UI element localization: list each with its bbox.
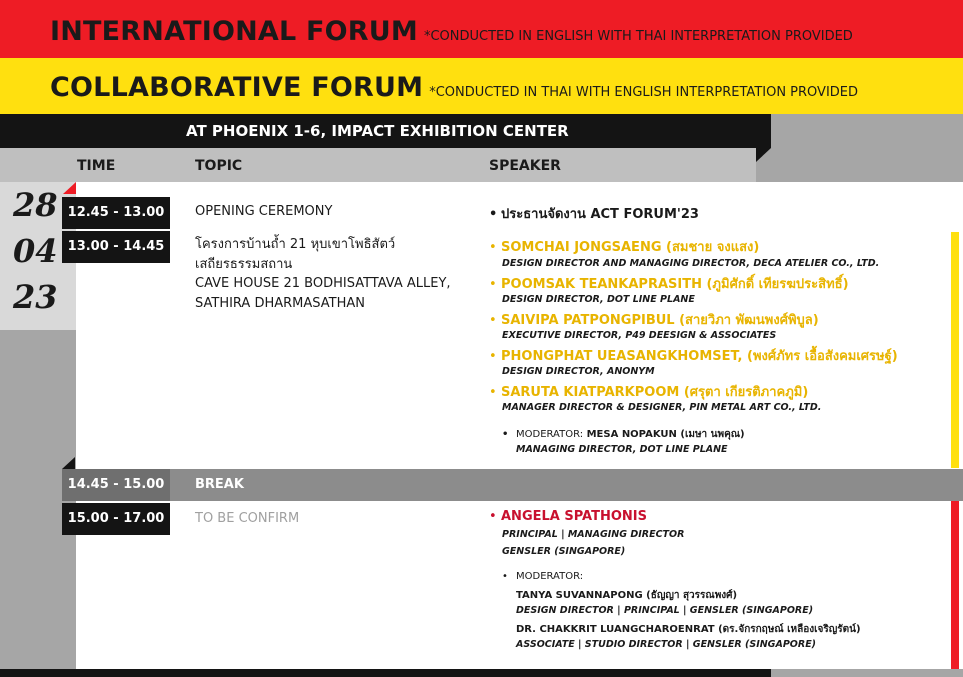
moderator-label: MODERATOR: xyxy=(516,571,584,582)
session-2-time: 13.00 - 14.45 xyxy=(62,231,170,263)
speaker-name: POOMSAK TEANKAPRASITH (ภูมิศักดิ์ เทียรฆประสิทธิ์) xyxy=(501,277,849,292)
date-year: 23 xyxy=(13,278,58,316)
speaker-name: ANGELA SPATHONIS xyxy=(501,509,647,524)
session-1-topic: OPENING CEREMONY xyxy=(195,204,333,219)
session-1-speaker-text: ประธานจัดงาน ACT FORUM'23 xyxy=(501,207,699,222)
speaker-role: MANAGER DIRECTOR & DESIGNER, PIN METAL ART CO., LTD. xyxy=(502,402,822,413)
speaker-item: • SOMCHAI JONGSAENG (สมชาย จงแสง) xyxy=(489,240,760,255)
speaker-name: SAIVIPA PATPONGPIBUL (สายวิภา พัฒนพงศ์พิบูล) xyxy=(501,313,819,328)
session-3-topic: BREAK xyxy=(195,477,244,492)
session-2-moderator: • MODERATOR: MESA NOPAKUN (เมษา นพคุณ) xyxy=(502,429,745,440)
collaborative-forum-title: COLLABORATIVE FORUM xyxy=(50,72,424,103)
speaker-name: PHONGPHAT UEASANGKHOMSET, (พงศ์ภัทร เอื้อสังคมเศรษฐ์) xyxy=(501,349,898,364)
session-4-moderator: • MODERATOR: xyxy=(502,571,584,582)
moderator-name: TANYA SUVANNAPONG (ธัญญา สุวรรณพงศ์) xyxy=(516,590,738,601)
speaker-item: • PHONGPHAT UEASANGKHOMSET, (พงศ์ภัทร เอื้อสังคมเศรษฐ์) xyxy=(489,349,898,364)
collaborative-forum-note: *CONDUCTED IN THAI WITH ENGLISH INTERPRETATION PROVIDED xyxy=(429,85,859,100)
moderator-role: MANAGING DIRECTOR, DOT LINE PLANE xyxy=(516,444,728,455)
speaker-item: • POOMSAK TEANKAPRASITH (ภูมิศักดิ์ เทียรฆประสิทธิ์) xyxy=(489,277,849,292)
venue-corner-decoration xyxy=(756,148,771,162)
yellow-accent-bar xyxy=(951,232,959,468)
international-forum-note: *CONDUCTED IN ENGLISH WITH THAI INTERPRETATION PROVIDED xyxy=(423,29,853,44)
red-accent-bar xyxy=(951,501,959,669)
speaker-name: SOMCHAI JONGSAENG (สมชาย จงแสง) xyxy=(501,240,760,255)
moderator-name: DR. CHAKKRIT LUANGCHAROENRAT (ดร.จักรกฤษณ์ เหลืองเจริญรัตน์) xyxy=(516,624,861,635)
bottom-bar xyxy=(0,669,771,677)
session-1-time: 12.45 - 13.00 xyxy=(62,197,170,229)
speaker-role: DESIGN DIRECTOR AND MANAGING DIRECTOR, DECA ATELIER CO., LTD. xyxy=(502,258,880,269)
session-2-topic-line: เสถียรธรรมสถาน xyxy=(195,256,293,272)
header-time: TIME xyxy=(77,158,116,174)
speaker-item: • ANGELA SPATHONIS xyxy=(489,509,647,524)
international-forum-banner xyxy=(0,0,963,58)
moderator-name: MESA NOPAKUN (เมษา นพคุณ) xyxy=(586,429,745,440)
speaker-role: EXECUTIVE DIRECTOR, P49 DEESIGN & ASSOCIATES xyxy=(502,330,777,341)
session-1-speaker: • ประธานจัดงาน ACT FORUM'23 xyxy=(489,207,699,222)
session-4-time: 15.00 - 17.00 xyxy=(62,503,170,535)
speaker-role: PRINCIPAL | MANAGING DIRECTOR xyxy=(502,529,685,540)
speaker-item: • SAIVIPA PATPONGPIBUL (สายวิภา พัฒนพงศ์พิบูล) xyxy=(489,313,819,328)
speaker-role: GENSLER (SINGAPORE) xyxy=(502,546,626,557)
speaker-item: • SARUTA KIATPARKPOOM (ศรุตา เกียรติภาคภูมิ) xyxy=(489,385,809,400)
session-4-topic: TO BE CONFIRM xyxy=(195,511,300,526)
date-month: 04 xyxy=(13,232,58,270)
header-speaker: SPEAKER xyxy=(489,158,561,174)
moderator-role: ASSOCIATE | STUDIO DIRECTOR | GENSLER (SINGAPORE) xyxy=(516,639,817,650)
red-corner-decoration xyxy=(63,182,76,194)
session-2-topic-line: โครงการบ้านถ้ำ 21 หุบเขาโพธิสัตว์ xyxy=(195,237,396,252)
speaker-name: SARUTA KIATPARKPOOM (ศรุตา เกียรติภาคภูมิ) xyxy=(501,385,809,400)
date-day: 28 xyxy=(13,186,58,224)
venue-bar: AT PHOENIX 1-6, IMPACT EXHIBITION CENTER xyxy=(0,114,771,148)
speaker-role: DESIGN DIRECTOR, ANONYM xyxy=(502,366,655,377)
speaker-role: DESIGN DIRECTOR, DOT LINE PLANE xyxy=(502,294,695,305)
moderator-role: DESIGN DIRECTOR | PRINCIPAL | GENSLER (SINGAPORE) xyxy=(516,605,814,616)
moderator-label: MODERATOR: xyxy=(516,429,584,440)
international-forum-title: INTERNATIONAL FORUM xyxy=(50,16,418,47)
session-2-topic-line: CAVE HOUSE 21 BODHISATTAVA ALLEY, xyxy=(195,276,451,291)
collaborative-forum-banner xyxy=(0,58,963,114)
session-2-topic xyxy=(195,235,451,313)
session-2-topic-line: SATHIRA DHARMASATHAN xyxy=(195,295,365,311)
header-topic: TOPIC xyxy=(195,158,243,174)
break-corner-decoration xyxy=(62,457,75,469)
session-3-time: 14.45 - 15.00 xyxy=(62,469,170,501)
column-headers xyxy=(0,148,756,182)
